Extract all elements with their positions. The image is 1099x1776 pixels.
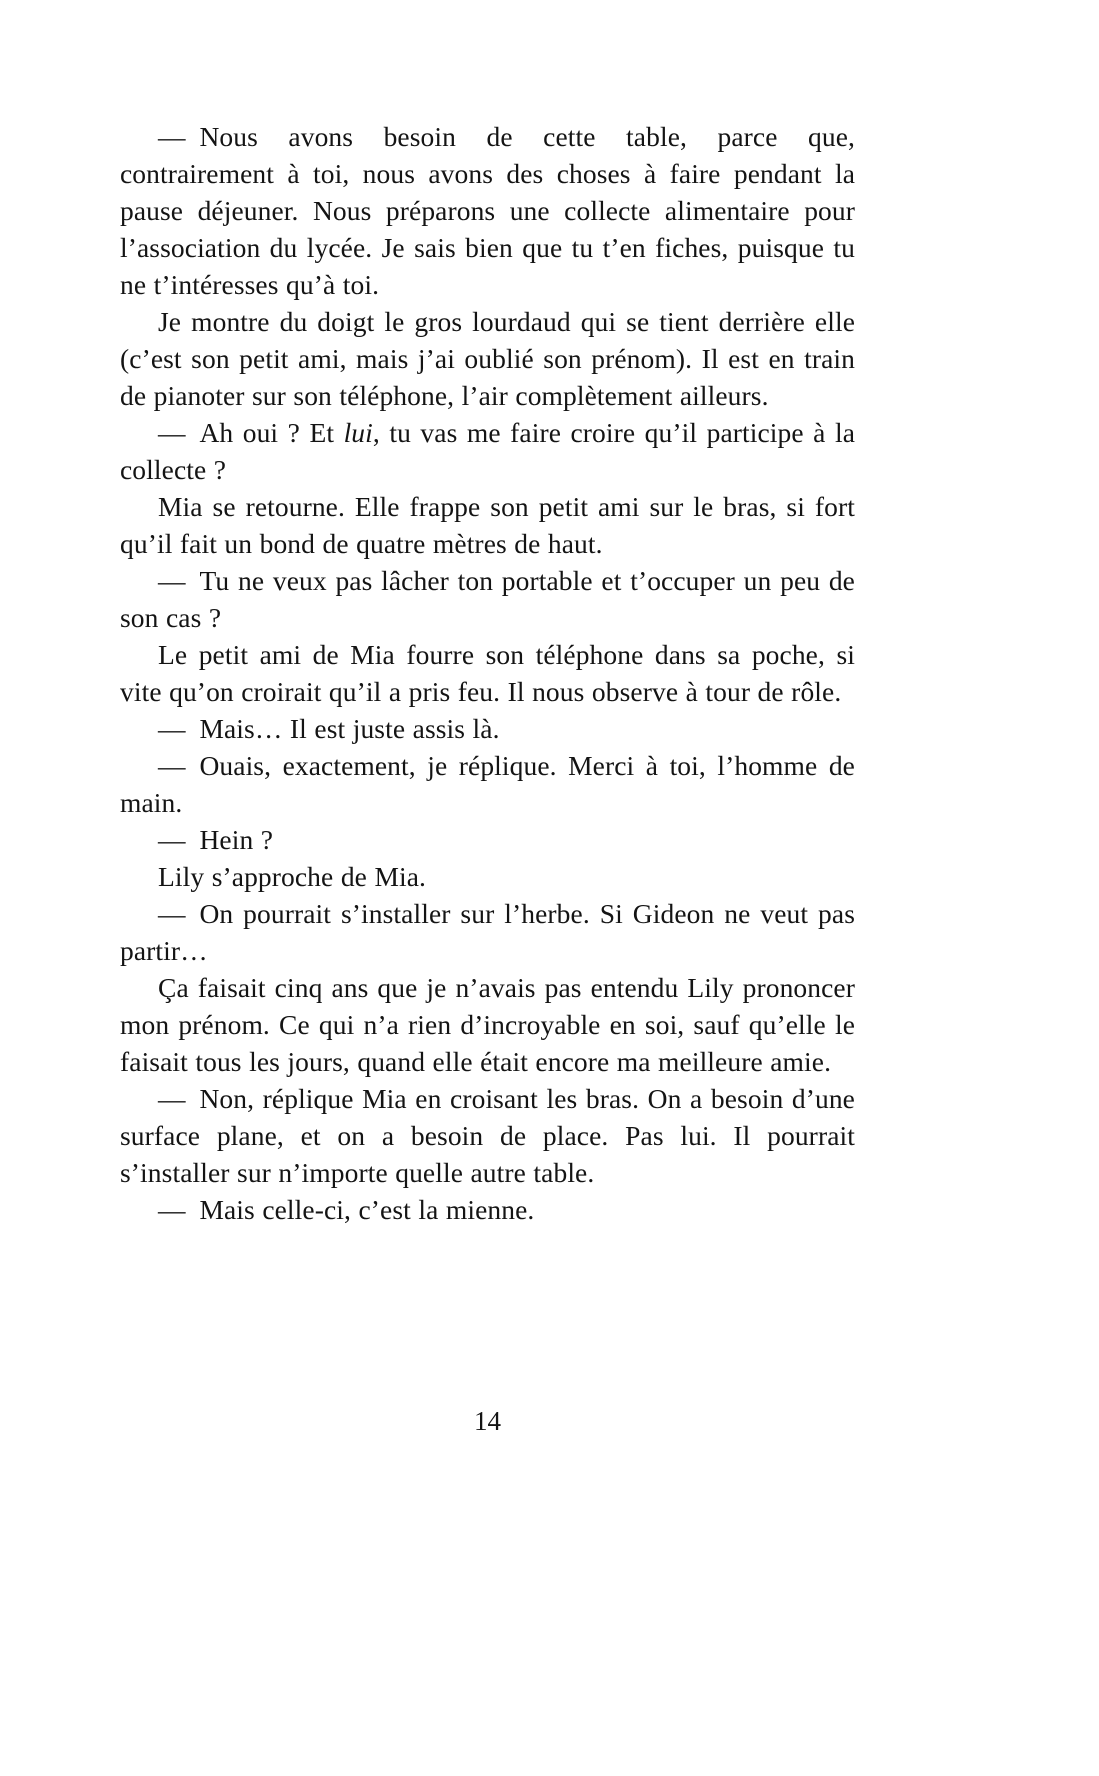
paragraph <box>120 118 855 303</box>
paragraph <box>120 488 855 562</box>
italic-text: lui <box>343 417 373 448</box>
text-block <box>120 118 855 1228</box>
text-segment: — Nous avons besoin de cette table, parce que, contrairement à toi, nous avons des choses à faire pendant la pause déjeuner. Nous préparons une collecte alimentaire pour l’association du lycée. Je sais bien que tu t’en fiches, puisque tu ne t’intéresses qu’à toi. <box>120 121 855 300</box>
text-segment: — Ouais, exactement, je réplique. Merci à toi, l’homme de main. <box>120 750 855 818</box>
text-segment: , tu vas me faire croire qu’il participe à la collecte ? <box>120 417 855 485</box>
paragraph <box>120 1191 855 1228</box>
text-segment: Je montre du doigt le gros lourdaud qui se tient derrière elle (c’est son petit ami, mais j’ai oublié son prénom). Il est en train de pianoter sur son téléphone, l’air complètement ailleurs. <box>120 306 855 411</box>
paragraph <box>120 303 855 414</box>
paragraph <box>120 562 855 636</box>
text-segment: — Ah oui ? Et <box>158 417 344 448</box>
text-segment: — Tu ne veux pas lâcher ton portable et t’occuper un peu de son cas ? <box>120 565 855 633</box>
paragraph <box>120 414 855 488</box>
text-segment: Le petit ami de Mia fourre son téléphone dans sa poche, si vite qu’on croirait qu’il a pris feu. Il nous observe à tour de rôle. <box>120 639 855 707</box>
text-segment: — Mais… Il est juste assis là. <box>158 713 500 744</box>
paragraph <box>120 895 855 969</box>
text-segment: Mia se retourne. Elle frappe son petit ami sur le bras, si fort qu’il fait un bond de quatre mètres de haut. <box>120 491 855 559</box>
page-number: 14 <box>474 1406 501 1436</box>
paragraph <box>120 858 855 895</box>
paragraph <box>120 747 855 821</box>
text-segment: — Hein ? <box>158 824 274 855</box>
text-segment: — Non, réplique Mia en croisant les bras. On a besoin d’une surface plane, et on a besoin de place. Pas lui. Il pourrait s’installer sur n’importe quelle autre table. <box>120 1083 855 1188</box>
paragraph <box>120 969 855 1080</box>
text-segment: — On pourrait s’installer sur l’herbe. Si Gideon ne veut pas partir… <box>120 898 855 966</box>
text-segment: — Mais celle-ci, c’est la mienne. <box>158 1194 535 1225</box>
paragraph <box>120 636 855 710</box>
text-segment: Lily s’approche de Mia. <box>158 861 427 892</box>
paragraph <box>120 821 855 858</box>
text-segment: Ça faisait cinq ans que je n’avais pas entendu Lily prononcer mon prénom. Ce qui n’a rien d’incroyable en soi, sauf qu’elle le faisait tous les jours, quand elle était encore ma meilleure amie. <box>120 972 855 1077</box>
paragraph <box>120 1080 855 1191</box>
paragraph <box>120 710 855 747</box>
